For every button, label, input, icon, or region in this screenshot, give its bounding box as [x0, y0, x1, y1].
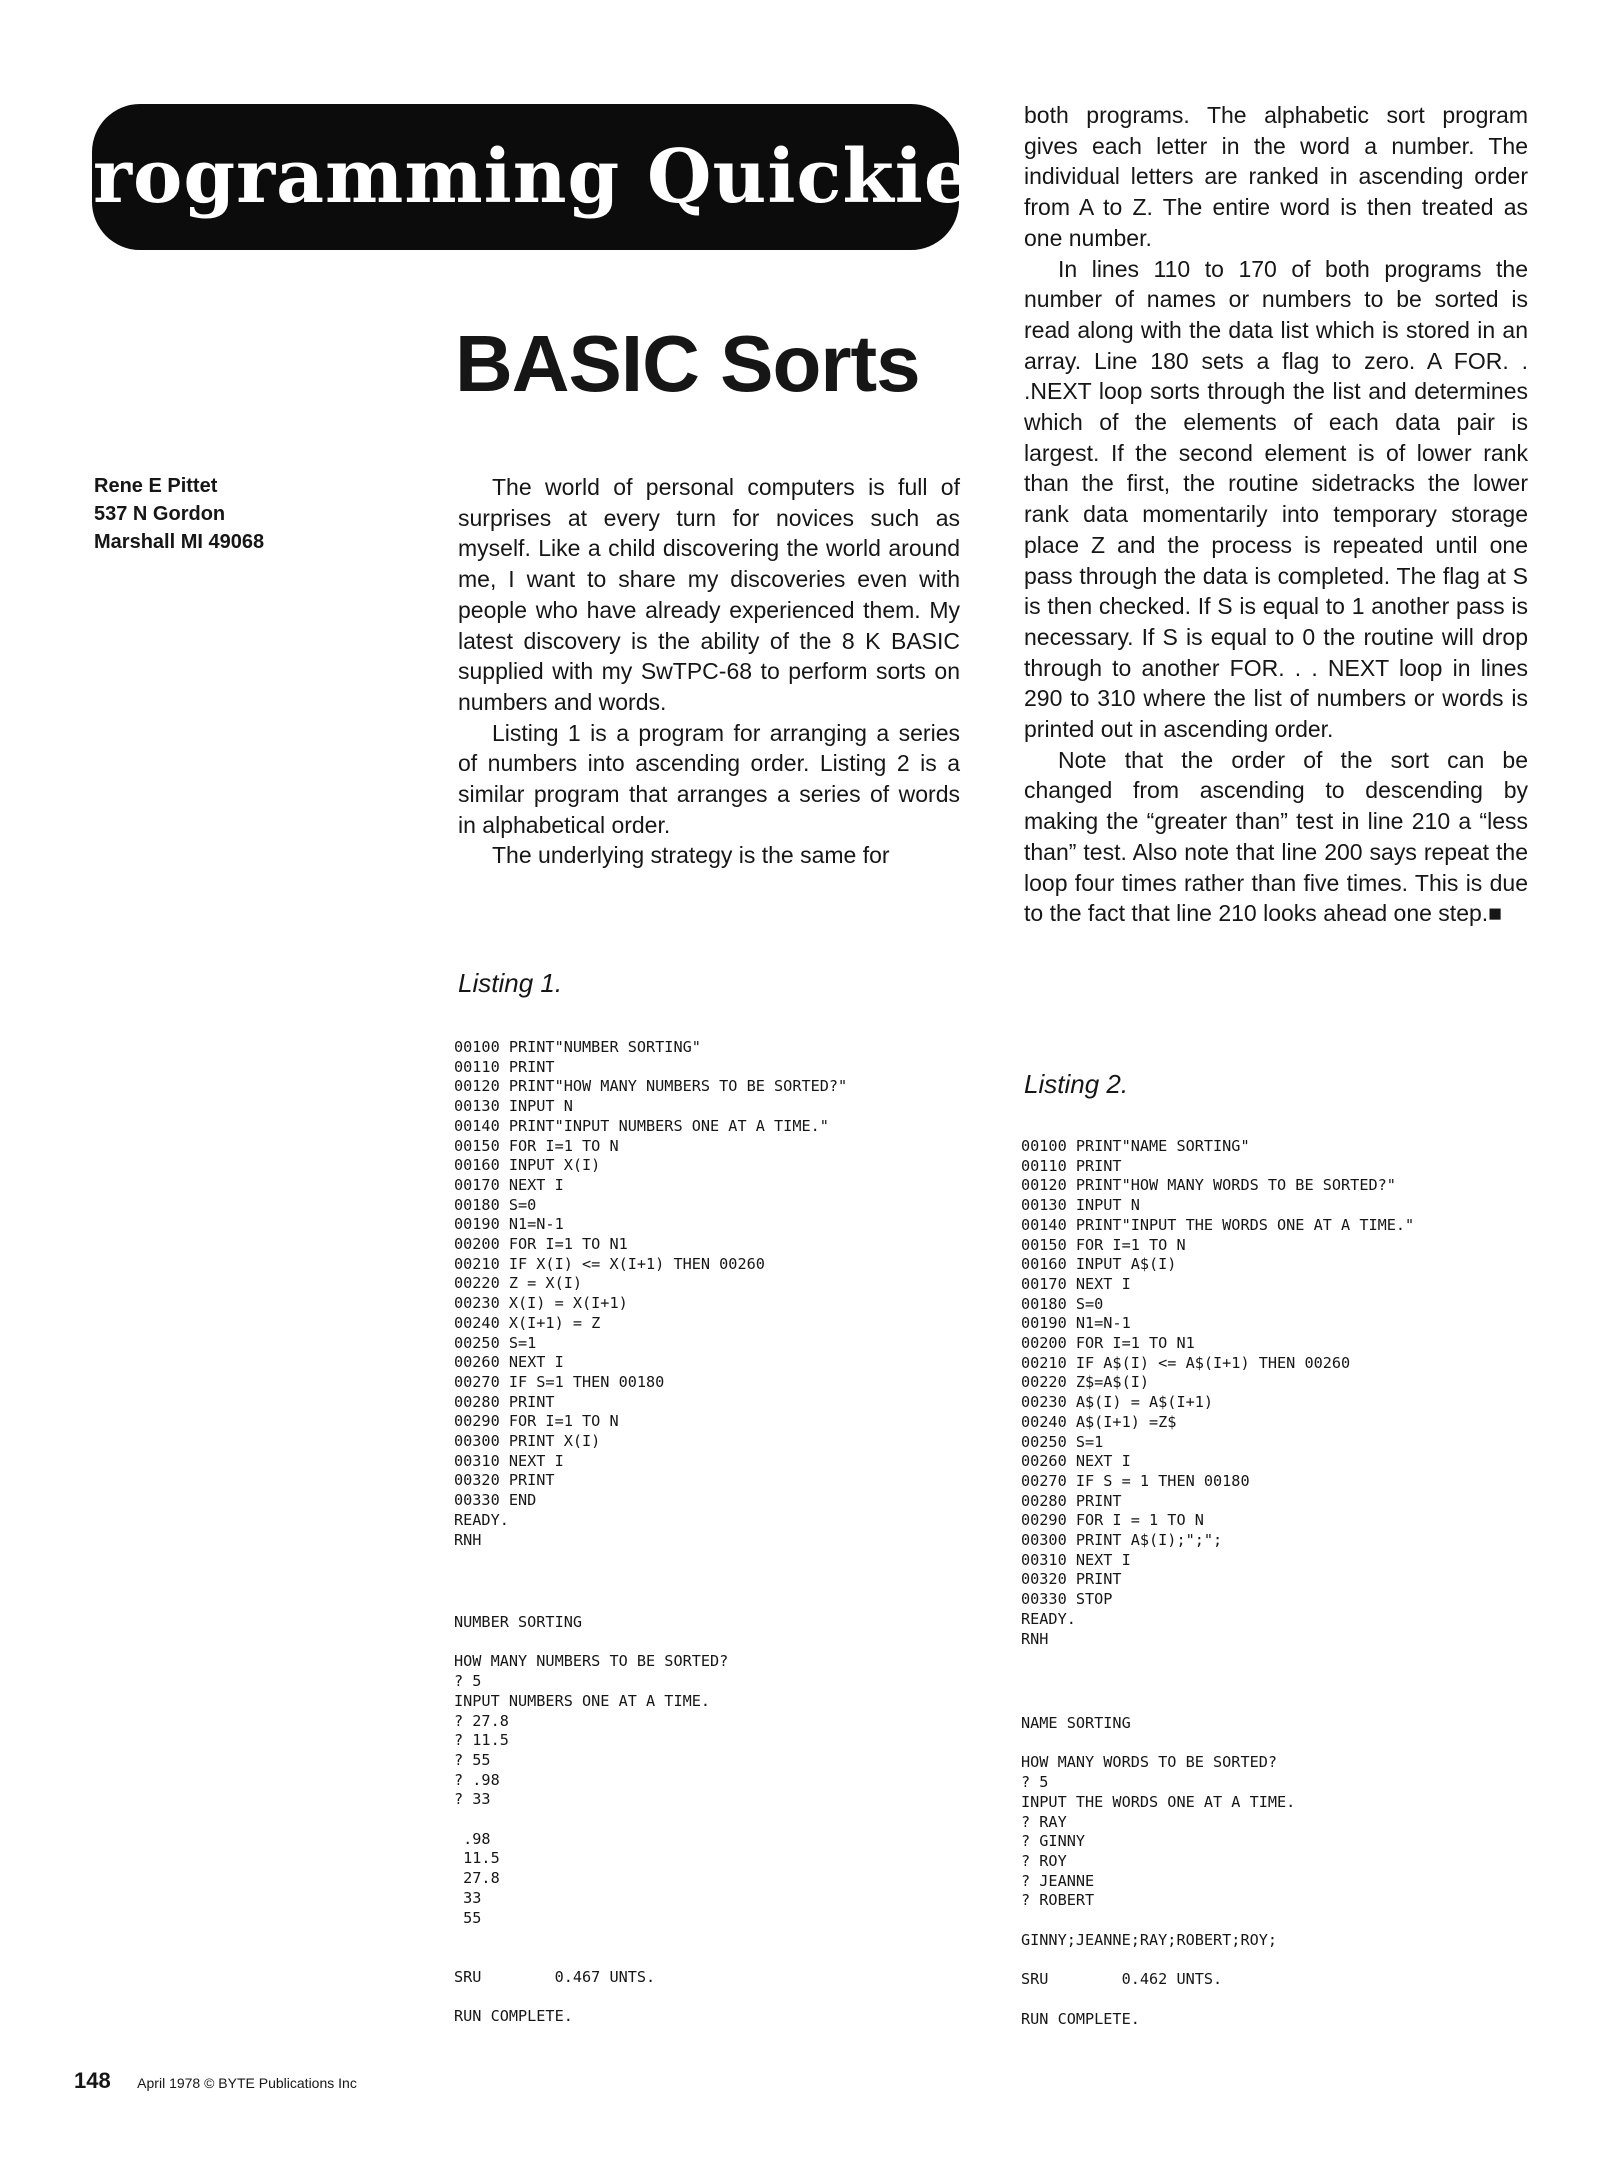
code-line: 00320 PRINT: [1021, 1570, 1122, 1589]
paragraph: Listing 1 is a program for arranging a series of numbers into ascending order. Listing 2 is a similar program that arranges a series of words in alphabetical order.: [458, 719, 960, 838]
code-line: ? ROBERT: [1021, 1891, 1095, 1910]
code-line: 00160 INPUT A$(I): [1021, 1255, 1177, 1274]
code-line: ? RAY: [1021, 1812, 1067, 1831]
code-line: [454, 1810, 728, 1830]
code-line: 00280 PRINT: [1021, 1491, 1122, 1510]
code-line: .98: [454, 1829, 491, 1848]
code-line: 00290 FOR I = 1 TO N: [1021, 1511, 1204, 1530]
code-line: 00150 FOR I=1 TO N: [1021, 1235, 1186, 1254]
paragraph: Note that the order of the sort can be changed from ascending to descending by making the “greater than” test in line 210 a “less than” test. Also note that line 200 says repeat the loop four times rather than five times. This is due to the fact that line 210 looks ahead one step.■: [1024, 746, 1528, 927]
code-line: 00180 S=0: [1021, 1294, 1104, 1313]
code-line: 00160 INPUT X(I): [454, 1156, 601, 1175]
section-title: Programming Quickies: [36, 134, 1015, 220]
code-line: 33: [454, 1888, 482, 1907]
code-line: 00220 Z$=A$(I): [1021, 1373, 1150, 1392]
code-line: NUMBER SORTING: [454, 1613, 583, 1631]
code-line: NAME SORTING: [1021, 1714, 1131, 1732]
code-line: ? GINNY: [1021, 1832, 1086, 1851]
code-line: RUN COMPLETE.: [1021, 2009, 1140, 2028]
code-line: ? ROY: [1021, 1851, 1067, 1870]
code-line: SRU 0.467 UNTS.: [454, 1967, 656, 1986]
author-name: Rene E Pittet: [94, 475, 218, 497]
code-line: 00110 PRINT: [1021, 1156, 1122, 1175]
code-line: 00140 PRINT"INPUT THE WORDS ONE AT A TIME.": [1021, 1215, 1415, 1234]
code-line: 00130 INPUT N: [1021, 1196, 1140, 1215]
code-line: 00300 PRINT A$(I);";";: [1021, 1531, 1223, 1550]
code-line: 00270 IF S = 1 THEN 00180: [1021, 1471, 1250, 1490]
code-line: ? 55: [454, 1750, 491, 1769]
code-line: 00320 PRINT: [454, 1471, 555, 1490]
code-line: 00230 X(I) = X(I+1): [454, 1294, 628, 1313]
listing-2-output: [1021, 1714, 1295, 2029]
code-line: 00250 S=1: [454, 1333, 537, 1352]
code-line: 00210 IF X(I) <= X(I+1) THEN 00260: [454, 1254, 765, 1273]
code-line: 00310 NEXT I: [454, 1451, 564, 1470]
code-line: RNH: [454, 1530, 482, 1549]
code-line: ? 11.5: [454, 1731, 509, 1750]
listing-1-caption: Listing 1.: [458, 968, 563, 998]
code-line: RUN COMPLETE.: [454, 2007, 573, 2026]
code-line: ? .98: [454, 1770, 500, 1789]
code-line: HOW MANY NUMBERS TO BE SORTED?: [454, 1652, 729, 1671]
publication-credit: April 1978 © BYTE Publications Inc: [137, 2075, 357, 2091]
code-line: RNH: [1021, 1629, 1049, 1648]
code-line: 00140 PRINT"INPUT NUMBERS ONE AT A TIME.": [454, 1116, 829, 1135]
code-line: ? 5: [454, 1672, 482, 1691]
code-line: 00130 INPUT N: [454, 1097, 573, 1116]
page-number: 148: [74, 2068, 111, 2093]
code-line: SRU 0.462 UNTS.: [1021, 1970, 1223, 1989]
code-line: [1021, 1734, 1295, 1754]
page-footer: [74, 2068, 357, 2094]
code-line: 00150 FOR I=1 TO N: [454, 1136, 619, 1155]
code-line: GINNY;JEANNE;RAY;ROBERT;ROY;: [1021, 1930, 1278, 1949]
code-line: READY.: [454, 1510, 509, 1529]
paragraph: both programs. The alphabetic sort program gives each letter in the word a number. The individual letters are ranked in ascending order from A to Z. The entire word is then treated as one number.: [1024, 102, 1528, 251]
code-line: 00210 IF A$(I) <= A$(I+1) THEN 00260: [1021, 1353, 1351, 1372]
code-line: 00280 PRINT: [454, 1392, 555, 1411]
code-line: 00300 PRINT X(I): [454, 1432, 601, 1451]
code-line: [1021, 1950, 1295, 1970]
code-line: 00260 NEXT I: [1021, 1452, 1131, 1471]
code-line: ? 33: [454, 1790, 491, 1809]
code-line: 00240 A$(I+1) =Z$: [1021, 1412, 1177, 1431]
code-line: 00200 FOR I=1 TO N1: [454, 1235, 628, 1254]
code-line: 00240 X(I+1) = Z: [454, 1313, 601, 1332]
author-city: Marshall MI 49068: [94, 531, 265, 553]
code-line: [1021, 1911, 1295, 1931]
article-title: BASIC Sorts: [455, 319, 920, 408]
code-line: 00330 STOP: [1021, 1590, 1113, 1609]
article-body-column-1: [458, 472, 960, 871]
code-line: [454, 1633, 728, 1653]
code-line: ? 27.8: [454, 1711, 509, 1730]
code-line: 00100 PRINT"NAME SORTING": [1021, 1137, 1250, 1155]
code-line: 00270 IF S=1 THEN 00180: [454, 1372, 665, 1391]
code-line: 00110 PRINT: [454, 1057, 555, 1076]
paragraph: The world of personal computers is full of surprises at every turn for novices such as myself. Like a child discovering the world around me, I want to share my discoveries even with people who have already experienced them. My latest discovery is the ability of the 8 K BASIC supplied with my SwTPC-68 to perform sorts on numbers and words.: [458, 474, 960, 715]
author-street: 537 N Gordon: [94, 503, 226, 525]
code-line: 00260 NEXT I: [454, 1353, 564, 1372]
code-line: [454, 1987, 728, 2007]
listing-2-caption: Listing 2.: [1024, 1069, 1129, 1099]
code-line: [1021, 1990, 1295, 2010]
paragraph: The underlying strategy is the same for: [492, 842, 890, 869]
author-block: [94, 472, 264, 556]
code-line: 00200 FOR I=1 TO N1: [1021, 1334, 1195, 1353]
listing-1-code: [454, 1038, 847, 1550]
listing-2-code: [1021, 1137, 1414, 1649]
code-line: 00310 NEXT I: [1021, 1550, 1131, 1569]
code-line: 00170 NEXT I: [454, 1175, 564, 1194]
code-line: INPUT THE WORDS ONE AT A TIME.: [1021, 1792, 1296, 1811]
code-line: 00190 N1=N-1: [1021, 1314, 1131, 1333]
code-line: 00220 Z = X(I): [454, 1274, 583, 1293]
code-line: 00170 NEXT I: [1021, 1274, 1131, 1293]
code-line: INPUT NUMBERS ONE AT A TIME.: [454, 1691, 711, 1710]
code-line: 00190 N1=N-1: [454, 1215, 564, 1234]
code-line: 00290 FOR I=1 TO N: [454, 1412, 619, 1431]
code-line: HOW MANY WORDS TO BE SORTED?: [1021, 1753, 1278, 1772]
code-line: 55: [454, 1908, 482, 1927]
code-line: ? JEANNE: [1021, 1871, 1095, 1890]
code-line: 00100 PRINT"NUMBER SORTING": [454, 1038, 701, 1056]
code-line: [454, 1948, 728, 1968]
code-line: ? 5: [1021, 1773, 1049, 1792]
article-body-column-2: [1024, 100, 1528, 929]
code-line: 00230 A$(I) = A$(I+1): [1021, 1393, 1214, 1412]
code-line: 00250 S=1: [1021, 1432, 1104, 1451]
paragraph: In lines 110 to 170 of both programs the number of names or numbers to be sorted is read along with the data list which is stored in an array. Line 180 sets a flag to zero. A FOR. . .NEXT loop sorts through the list and determines which of the elements of each data pair is largest. If the second element is of lower rank than the first, the routine sidetracks the lower rank data momentarily into temporary storage place Z and the process is repeated until one pass through the data is completed. The flag at S is then checked. If S is equal to 1 another pass is necessary. If S is equal to 0 the routine will drop through to another FOR. . . NEXT loop in lines 290 to 310 where the list of numbers or words is printed out in ascending order.: [1024, 255, 1528, 743]
section-banner: [36, 104, 1015, 250]
code-line: [454, 1928, 728, 1948]
listing-1-output: [454, 1613, 728, 2027]
code-line: 11.5: [454, 1849, 500, 1868]
code-line: 00180 S=0: [454, 1195, 537, 1214]
code-line: 00120 PRINT"HOW MANY NUMBERS TO BE SORTED?": [454, 1077, 848, 1096]
code-line: 00330 END: [454, 1491, 537, 1510]
code-line: 00120 PRINT"HOW MANY WORDS TO BE SORTED?": [1021, 1176, 1396, 1195]
code-line: READY.: [1021, 1609, 1076, 1628]
code-line: 27.8: [454, 1869, 500, 1888]
